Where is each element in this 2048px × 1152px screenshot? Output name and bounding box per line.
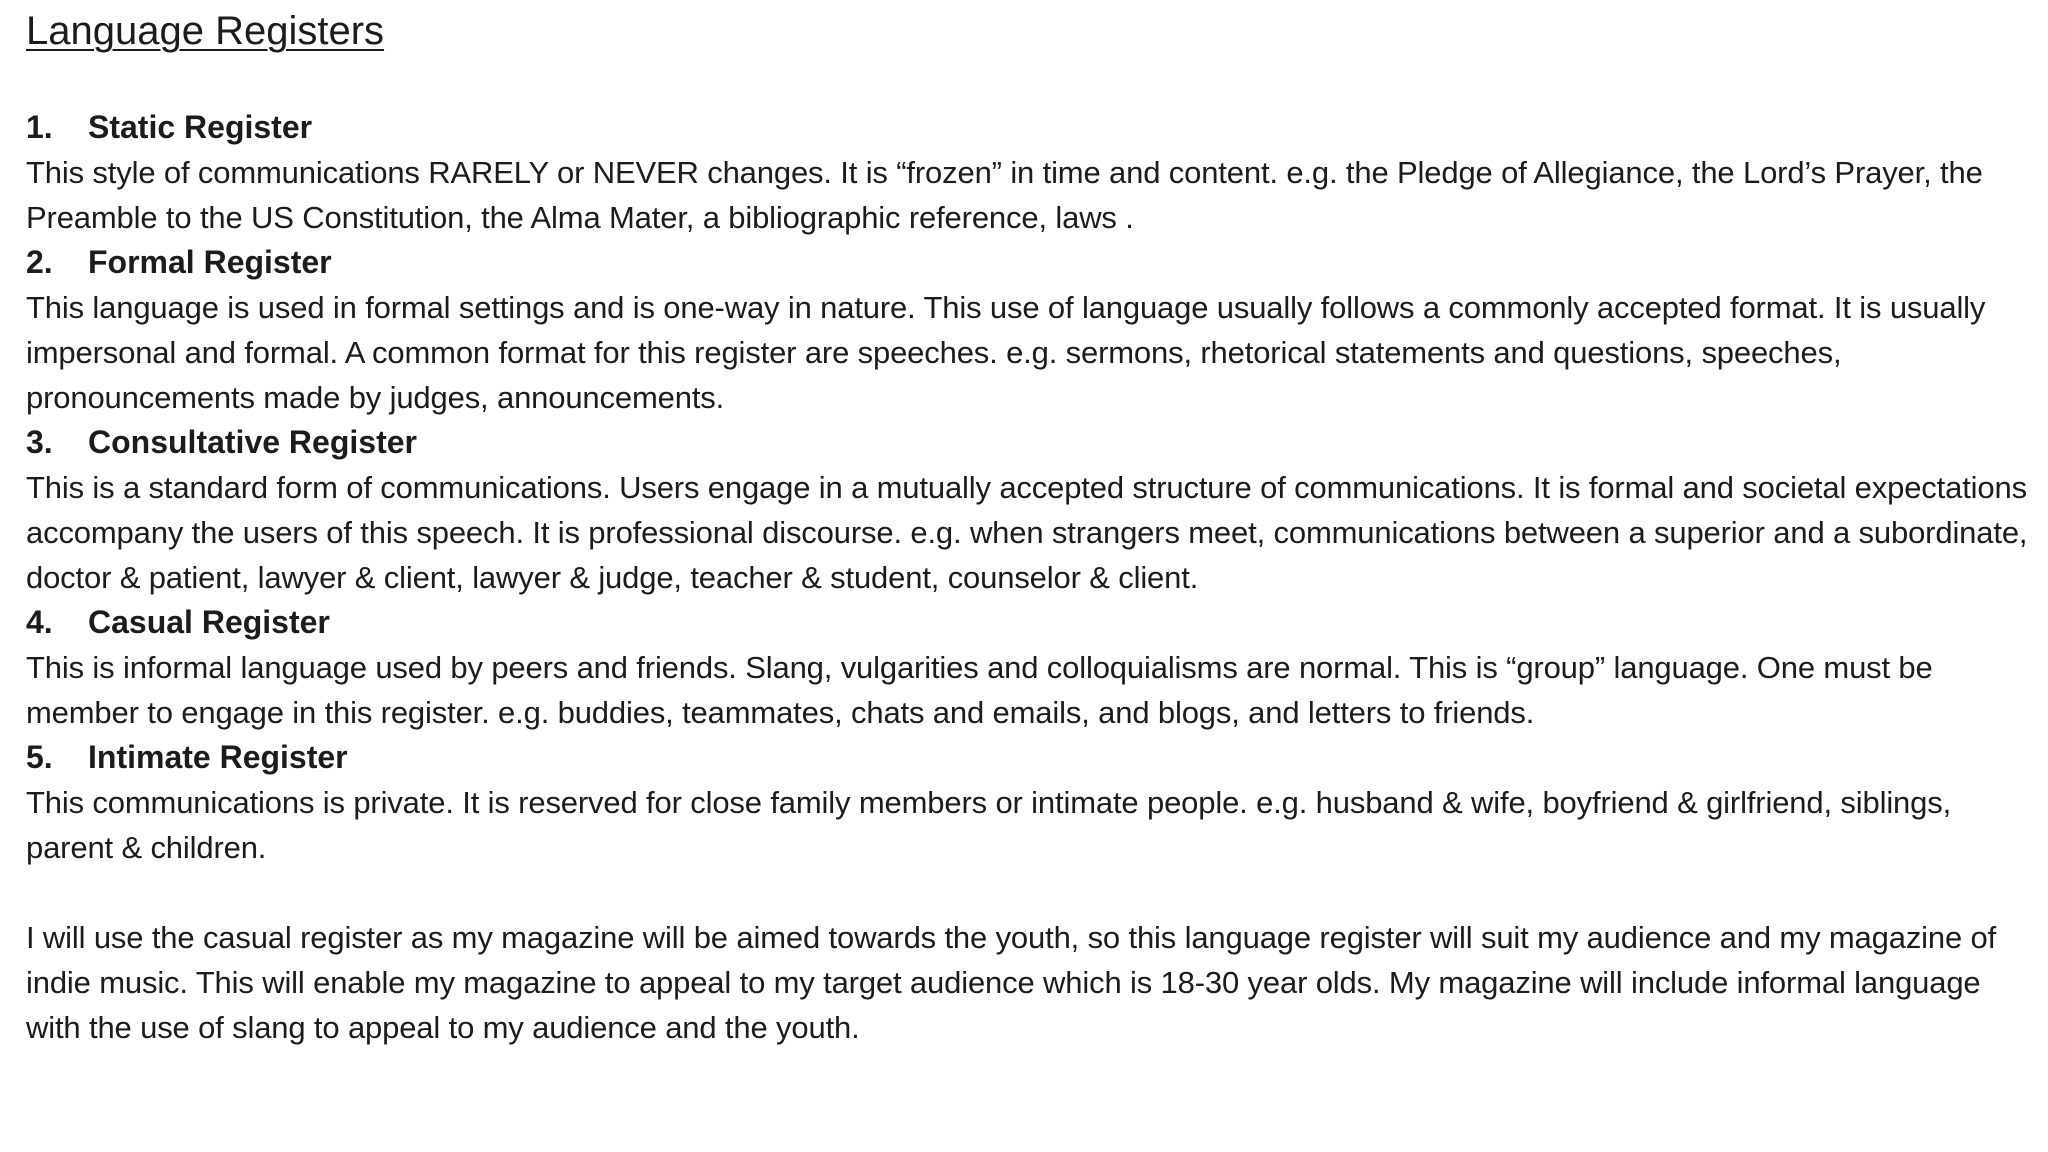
section-title: Static Register [88,109,313,145]
section-body: This language is used in formal settings and is one-way in nature. This use of language usually follows a commonly accepted format. It is usually impersonal and formal. A common format for this register are speeches. e.g. sermons, rhetorical statements and questions, speeches, pronouncements made by judges, announcements. [26,290,1986,415]
section-number: 1. [26,109,53,145]
conclusion-paragraph: I will use the casual register as my magazine will be aimed towards the youth, so this language register will suit my audience and my magazine of indie music. This will enable my magazine to appeal to my target audience which is 18-30 year olds. My magazine will include informal language with the use of slang to appeal to my audience and the youth. [26,920,1997,1045]
conclusion-spacer [26,870,2036,915]
section-title: Casual Register [88,604,330,640]
document-title: Language Registers [26,9,385,53]
section-casual-register [26,600,2036,735]
section-intimate-register [26,735,2036,870]
section-body: This communications is private. It is reserved for close family members or intimate people. e.g. husband & wife, boyfriend & girlfriend, siblings, parent & children. [26,785,1952,865]
section-heading [26,420,2036,465]
section-title: Consultative Register [88,424,417,460]
section-consultative-register [26,420,2036,600]
title-spacer [26,54,2036,105]
section-title: Intimate Register [88,739,348,775]
document-page [26,0,2036,1050]
section-heading [26,735,2036,780]
section-number: 3. [26,424,53,460]
section-formal-register [26,240,2036,420]
section-body: This is informal language used by peers and friends. Slang, vulgarities and colloquialisms are normal. This is “group” language. One must be member to engage in this register. e.g. buddies, teammates, chats and emails, and blogs, and letters to friends. [26,650,1933,730]
section-body: This is a standard form of communications. Users engage in a mutually accepted structure of communications. It is formal and societal expectations accompany the users of this speech. It is professional discourse. e.g. when strangers meet, communications between a superior and a subordinate, doctor & patient, lawyer & client, lawyer & judge, teacher & student, counselor & client. [26,470,2028,595]
section-number: 2. [26,244,53,280]
section-number: 5. [26,739,53,775]
section-static-register [26,105,2036,240]
section-title: Formal Register [88,244,332,280]
section-heading [26,600,2036,645]
section-body: This style of communications RARELY or NEVER changes. It is “frozen” in time and content. e.g. the Pledge of Allegiance, the Lord’s Prayer, the Preamble to the US Constitution, the Alma Mater, a bibliographic reference, laws . [26,155,1983,235]
section-number: 4. [26,604,53,640]
section-heading [26,240,2036,285]
section-heading [26,105,2036,150]
